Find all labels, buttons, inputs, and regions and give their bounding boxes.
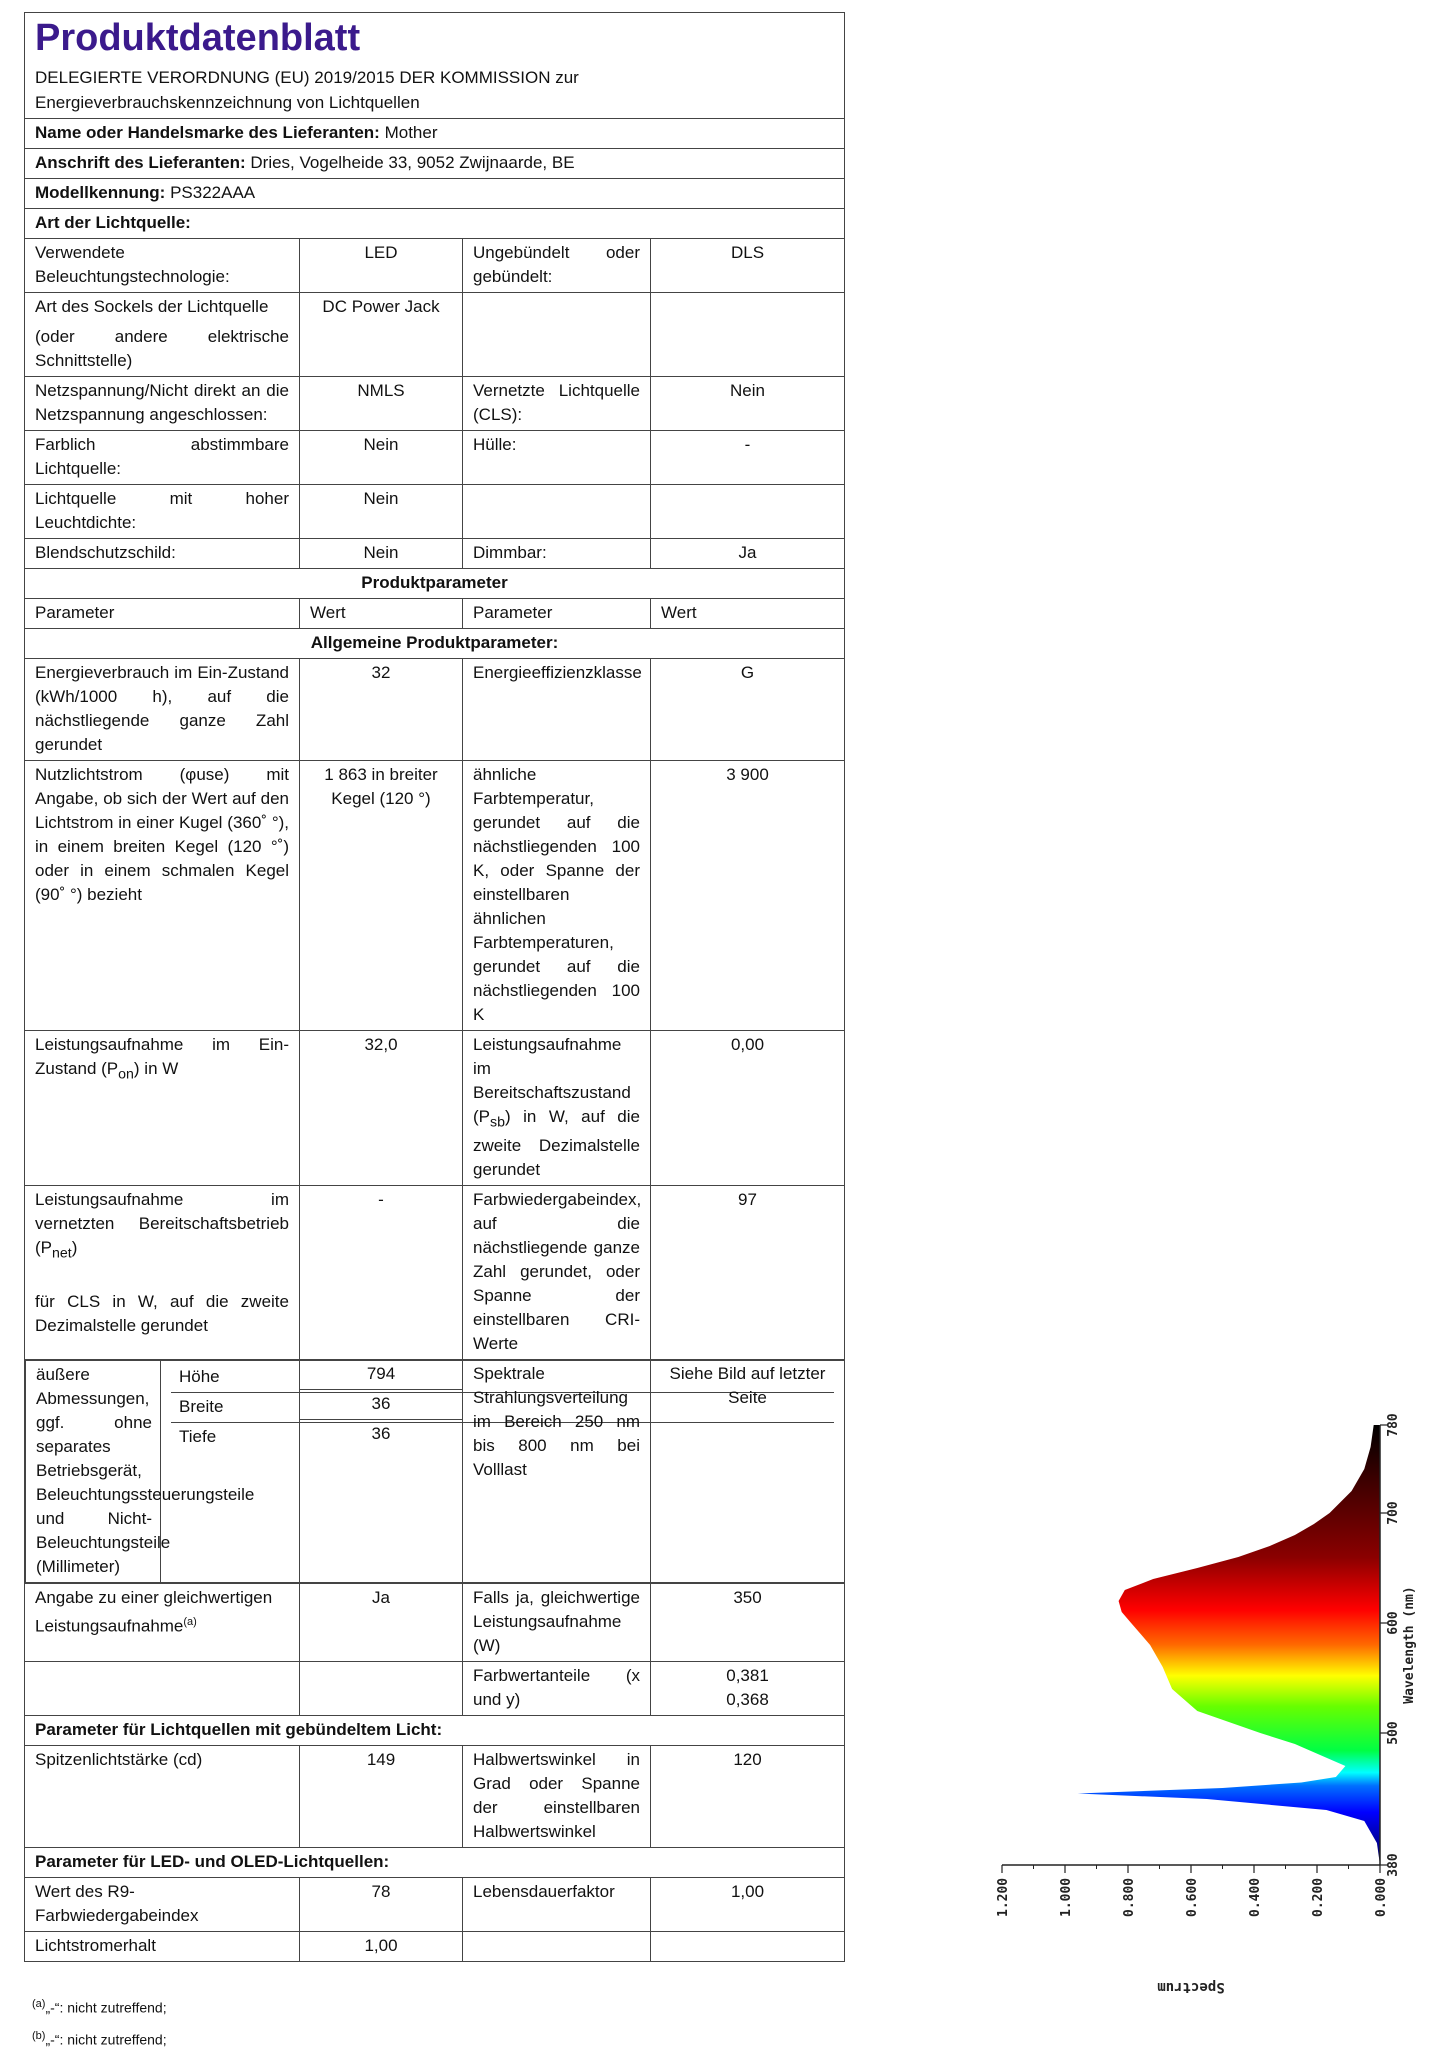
address-row — [25, 149, 845, 179]
efficiency-class-value: G — [651, 659, 845, 761]
model-row — [25, 179, 845, 209]
socket-label: Art des Sockels der Lichtquelle — [35, 297, 269, 316]
equivalent-power-value: Ja — [300, 1584, 463, 1662]
tech-label: Verwendete Beleuchtungstechnologie: — [25, 239, 300, 293]
supplier-row — [25, 119, 845, 149]
supplier-value: Mother — [384, 123, 438, 142]
power-on-row — [25, 1031, 845, 1186]
depth-value: 36 — [371, 1424, 391, 1444]
spectrum-tick-label: 0.600 — [1185, 1877, 1200, 1917]
mains-value: NMLS — [300, 377, 463, 431]
address-label: Anschrift des Lieferanten: — [35, 153, 246, 172]
width-value: 36 — [300, 1389, 462, 1420]
beam-header: Parameter für Lichtquellen mit gebündeltem Licht: — [25, 1716, 845, 1746]
col-param-2: Parameter — [463, 599, 651, 629]
beam-type-value: DLS — [651, 239, 845, 293]
peak-intensity-row — [25, 1746, 845, 1848]
cri-value: 97 — [651, 1186, 845, 1360]
network-standby-row — [25, 1186, 845, 1360]
model-value: PS322AAA — [170, 183, 256, 202]
spectrum-tick-label: 0.200 — [1311, 1877, 1326, 1917]
high-luminance-label: Lichtquelle mit hoher Leuchtdichte: — [25, 485, 300, 539]
col-value-1: Wert — [300, 599, 463, 629]
lumen-maintenance-row — [25, 1932, 845, 1962]
type-header: Art der Lichtquelle: — [25, 209, 845, 239]
survival-factor-label: Lebensdauerfaktor — [463, 1878, 651, 1932]
power-on-value: 32,0 — [300, 1031, 463, 1186]
r9-value: 78 — [300, 1878, 463, 1932]
dimensions-row — [25, 1360, 845, 1584]
address-value: Dries, Vogelheide 33, 9052 Zwijnaarde, BE — [250, 153, 575, 172]
wavelength-tick-label: 600 — [1386, 1611, 1401, 1635]
lumen-maintenance-value: 1,00 — [300, 1932, 463, 1962]
regulation-subtitle: DELEGIERTE VERORDNUNG (EU) 2019/2015 DER KOMMISSION zur Energieverbrauchskennzeichnung von Lichtquellen — [35, 68, 579, 112]
wavelength-tick-label: 380 — [1386, 1853, 1401, 1877]
socket-value: DC Power Jack — [300, 293, 463, 377]
flux-label: Nutzlichtstrom (φuse) mit Angabe, ob sich der Wert auf den Lichtstrom in einer Kugel (360˚ °), in einem breiten Kegel (120 °˚) oder in einem schmalen Kegel (90˚ °) bezieht — [25, 761, 300, 1031]
mains-row — [25, 377, 845, 431]
spectrum-tick-label: 0.000 — [1374, 1877, 1389, 1917]
r9-label: Wert des R9-Farbwiedergabeindex — [25, 1878, 300, 1932]
width-label: Breite — [171, 1392, 834, 1423]
spectrum-chart — [955, 1395, 1415, 2035]
cls-label: Vernetzte Lichtquelle (CLS): — [463, 377, 651, 431]
data-table — [24, 12, 845, 1962]
beam-angle-value: 120 — [651, 1746, 845, 1848]
height-label: Höhe — [179, 1367, 220, 1387]
led-header-row — [25, 1848, 845, 1878]
cct-label: ähnliche Farbtemperatur, gerundet auf die nächstliegenden 100 K, oder Spanne der einstellbaren ähnlichen Farbtemperaturen, gerundet auf die nächstliegenden 100 K — [463, 761, 651, 1031]
chromaticity-x: 0,381 — [726, 1666, 769, 1686]
equivalent-watt-value: 350 — [651, 1584, 845, 1662]
dimensions-label: äußere Abmessungen, ggf. ohne separates Betriebsgerät, Beleuchtungssteuerungsteile und Nicht-Beleuchtungsteile (Millimeter) — [26, 1361, 161, 1583]
energy-label: Energieverbrauch im Ein-Zustand (kWh/1000 h), auf die nächstliegende ganze Zahl gerundet — [25, 659, 300, 761]
wavelength-tick-label: 500 — [1386, 1721, 1401, 1745]
standby-power-value: 0,00 — [651, 1031, 845, 1186]
spectrum-tick-label: 0.800 — [1122, 1877, 1137, 1917]
network-standby-value: - — [300, 1186, 463, 1360]
general-header-row — [25, 629, 845, 659]
network-standby-label: Leistungsaufnahme im vernetzten Bereitschaftsbetrieb $(P_{net})$ für CLS in W, auf die zweite Dezimalstelle gerundet — [25, 1186, 300, 1360]
energy-row — [25, 659, 845, 761]
cct-value: 3 900 — [651, 761, 845, 1031]
equivalent-power-label: Angabe zu einer gleichwertigen Leistungsaufnahme$^{(a)}$ — [25, 1584, 300, 1662]
envelope-value: - — [651, 431, 845, 485]
equivalent-watt-label: Falls ja, gleichwertige Leistungsaufnahme (W) — [463, 1584, 651, 1662]
peak-intensity-value: 149 — [300, 1746, 463, 1848]
spectrum-axis-label: Spectrum — [1157, 1979, 1225, 1995]
col-param-1: Parameter — [25, 599, 300, 629]
high-luminance-row — [25, 485, 845, 539]
spectrum-tick-label: 0.400 — [1248, 1877, 1263, 1917]
product-data-sheet — [24, 12, 844, 1962]
cri-label: Farbwiedergabeindex, auf die nächstliegende ganze Zahl gerundet, oder Spanne der einstellbaren CRI-Werte — [463, 1186, 651, 1360]
plot-area — [996, 1413, 1417, 1995]
footnote-a: $^{(a)}$„-“: nicht zutreffend; — [32, 1998, 167, 2016]
params-header: Produktparameter — [25, 569, 845, 599]
page-title: Produktdatenblatt — [35, 17, 361, 59]
standby-power-label: Leistungsaufnahme im Bereitschaftszustand $(P_{sb})$ in W, auf die zweite Dezimalstelle gerundet — [463, 1031, 651, 1186]
wavelength-tick-label: 780 — [1386, 1413, 1401, 1437]
peak-intensity-label: Spitzenlichtstärke (cd) — [25, 1746, 300, 1848]
chromaticity-row — [25, 1662, 845, 1716]
depth-label: Tiefe — [179, 1427, 217, 1447]
high-luminance-value: Nein — [300, 485, 463, 539]
led-header: Parameter für LED- und OLED-Lichtquellen: — [25, 1848, 845, 1878]
wavelength-axis-label: Wavelength (nm) — [1402, 1586, 1417, 1704]
energy-value: 32 — [300, 659, 463, 761]
equivalent-power-row — [25, 1584, 845, 1662]
lumen-maintenance-label: Lichtstromerhalt — [25, 1932, 300, 1962]
general-header: Allgemeine Produktparameter: — [25, 629, 845, 659]
tech-row — [25, 239, 845, 293]
chromaticity-label: Farbwertanteile (x und y) — [463, 1662, 651, 1716]
model-label: Modellkennung: — [35, 183, 166, 202]
socket-row — [25, 293, 845, 377]
glare-label: Blendschutzschild: — [25, 539, 300, 569]
r9-row — [25, 1878, 845, 1932]
power-on-label: Leistungsaufnahme im Ein-Zustand $(P_{on})$ in W — [25, 1031, 300, 1186]
beam-type-label: Ungebündelt oder gebündelt: — [463, 239, 651, 293]
tech-value: LED — [300, 239, 463, 293]
spectrum-tick-label: 1.000 — [1059, 1877, 1074, 1917]
dimmable-label: Dimmbar: — [463, 539, 651, 569]
glare-value: Nein — [300, 539, 463, 569]
beam-header-row — [25, 1716, 845, 1746]
tunable-label: Farblich abstimmbare Lichtquelle: — [25, 431, 300, 485]
tunable-row — [25, 431, 845, 485]
socket-label-sub: (oder andere elektrische Schnittstelle) — [35, 327, 289, 370]
footnotes — [32, 1990, 167, 2053]
spectral-value: Siehe Bild auf letzter Seite — [651, 1360, 845, 1584]
flux-row — [25, 761, 845, 1031]
params-header-row — [25, 569, 845, 599]
supplier-label: Name oder Handelsmarke des Lieferanten: — [35, 123, 380, 142]
spectral-label: Spektrale Strahlungsverteilung im Bereich 250 nm bis 800 nm bei Volllast — [463, 1360, 651, 1584]
title-row — [25, 13, 845, 119]
dimmable-value: Ja — [651, 539, 845, 569]
footnote-b: $^{(b)}$„-“: nicht zutreffend; — [32, 2029, 167, 2048]
survival-factor-value: 1,00 — [651, 1878, 845, 1932]
type-header-row — [25, 209, 845, 239]
tunable-value: Nein — [300, 431, 463, 485]
wavelength-tick-label: 700 — [1386, 1501, 1401, 1525]
cls-value: Nein — [651, 377, 845, 431]
col-value-2: Wert — [651, 599, 845, 629]
beam-angle-label: Halbwertswinkel in Grad oder Spanne der einstellbaren Halbwertswinkel — [463, 1746, 651, 1848]
flux-value: 1 863 in breiter Kegel (120 °) — [300, 761, 463, 1031]
column-header-row — [25, 599, 845, 629]
height-value: 794 — [366, 1364, 396, 1384]
spectrum-tick-label: 1.200 — [996, 1877, 1011, 1917]
chromaticity-y: 0,368 — [726, 1690, 769, 1710]
spectrum-area — [1078, 1425, 1380, 1865]
envelope-label: Hülle: — [463, 431, 651, 485]
efficiency-class-label: Energieeffizienzklasse — [463, 659, 651, 761]
mains-label: Netzspannung/Nicht direkt an die Netzspannung angeschlossen: — [25, 377, 300, 431]
glare-row — [25, 539, 845, 569]
